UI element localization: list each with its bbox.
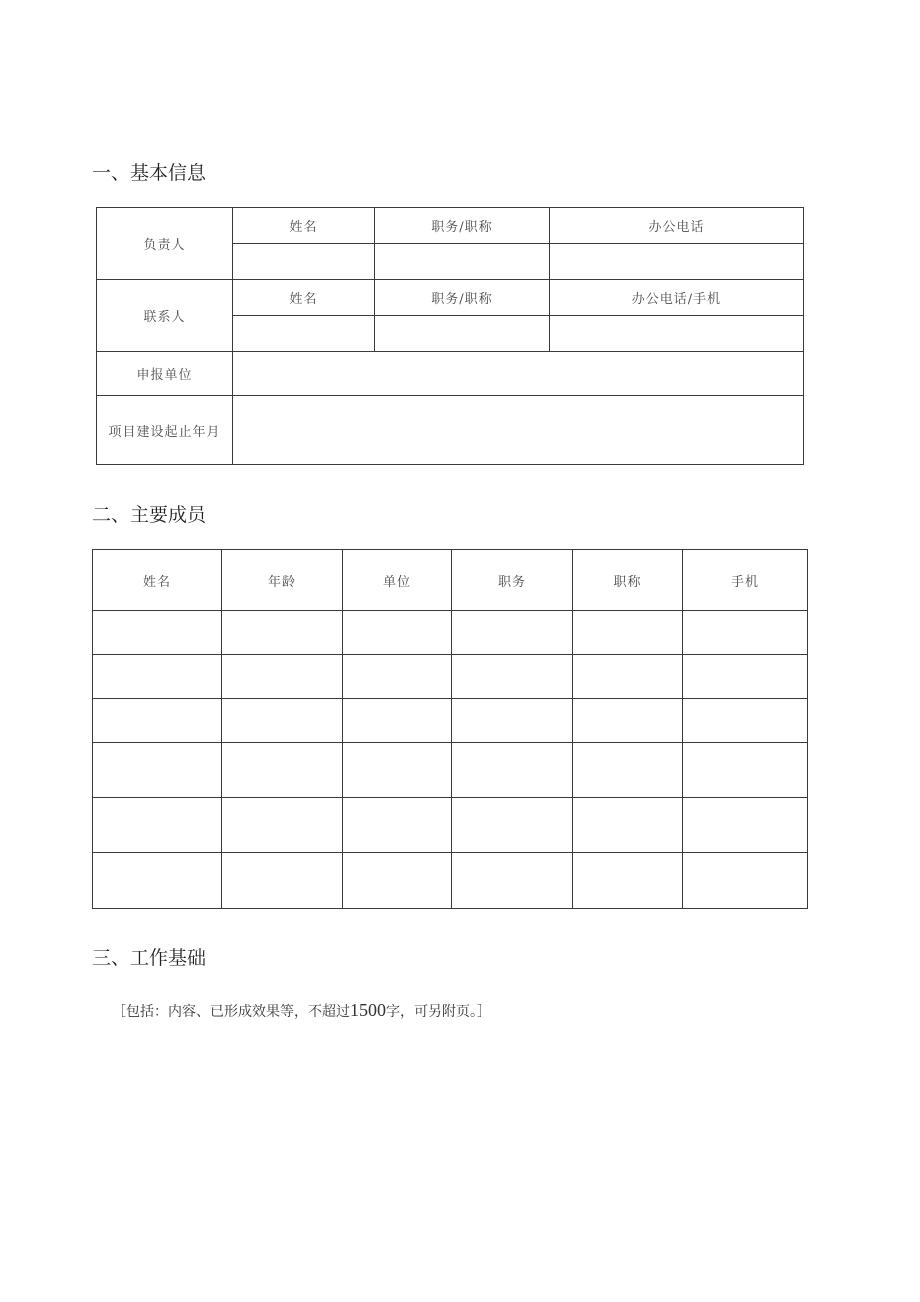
contact-label: 联系人 xyxy=(97,280,233,352)
member-cell[interactable] xyxy=(222,699,343,743)
leader-name-header: 姓名 xyxy=(233,208,375,244)
leader-phone-cell[interactable] xyxy=(550,244,804,280)
member-cell[interactable] xyxy=(222,798,343,853)
leader-title-cell[interactable] xyxy=(375,244,550,280)
member-cell[interactable] xyxy=(222,655,343,699)
leader-label: 负责人 xyxy=(97,208,233,280)
member-cell[interactable] xyxy=(93,699,222,743)
members-row xyxy=(93,611,808,655)
contact-name-cell[interactable] xyxy=(233,316,375,352)
member-cell[interactable] xyxy=(573,743,683,798)
member-cell[interactable] xyxy=(683,611,808,655)
member-cell[interactable] xyxy=(343,853,452,909)
contact-title-header: 职务/职称 xyxy=(375,280,550,316)
period-value-cell[interactable] xyxy=(233,396,804,465)
member-cell[interactable] xyxy=(343,798,452,853)
members-header-title: 职称 xyxy=(573,550,683,611)
member-cell[interactable] xyxy=(452,743,573,798)
member-cell[interactable] xyxy=(93,853,222,909)
members-row xyxy=(93,798,808,853)
member-cell[interactable] xyxy=(683,743,808,798)
member-cell[interactable] xyxy=(343,699,452,743)
members-row xyxy=(93,853,808,909)
member-cell[interactable] xyxy=(222,743,343,798)
members-header-mobile: 手机 xyxy=(683,550,808,611)
members-header-name: 姓名 xyxy=(93,550,222,611)
contact-title-cell[interactable] xyxy=(375,316,550,352)
members-header-unit: 单位 xyxy=(343,550,452,611)
section-title-work-foundation: 三、工作基础 xyxy=(92,947,207,969)
leader-name-cell[interactable] xyxy=(233,244,375,280)
contact-phone-cell[interactable] xyxy=(550,316,804,352)
note-prefix: ［包括：内容、已形成效果等，不超过 xyxy=(112,1004,350,1020)
member-cell[interactable] xyxy=(452,798,573,853)
member-cell[interactable] xyxy=(222,611,343,655)
member-cell[interactable] xyxy=(573,655,683,699)
member-cell[interactable] xyxy=(93,798,222,853)
members-row xyxy=(93,655,808,699)
member-cell[interactable] xyxy=(683,655,808,699)
section-title-basic-info: 一、基本信息 xyxy=(92,162,207,184)
member-cell[interactable] xyxy=(452,853,573,909)
member-cell[interactable] xyxy=(573,611,683,655)
members-header-position: 职务 xyxy=(452,550,573,611)
member-cell[interactable] xyxy=(93,611,222,655)
member-cell[interactable] xyxy=(683,798,808,853)
member-cell[interactable] xyxy=(343,743,452,798)
leader-title-header: 职务/职称 xyxy=(375,208,550,244)
member-cell[interactable] xyxy=(343,655,452,699)
member-cell[interactable] xyxy=(683,699,808,743)
members-header-age: 年龄 xyxy=(222,550,343,611)
member-cell[interactable] xyxy=(573,699,683,743)
leader-phone-header: 办公电话 xyxy=(550,208,804,244)
member-cell[interactable] xyxy=(573,798,683,853)
member-cell[interactable] xyxy=(343,611,452,655)
members-table xyxy=(92,549,808,909)
member-cell[interactable] xyxy=(93,743,222,798)
note-word-limit: 1500 xyxy=(350,1000,386,1020)
member-cell[interactable] xyxy=(452,699,573,743)
section-title-members: 二、主要成员 xyxy=(92,504,207,526)
member-cell[interactable] xyxy=(222,853,343,909)
contact-phone-header: 办公电话/手机 xyxy=(550,280,804,316)
member-cell[interactable] xyxy=(93,655,222,699)
members-row xyxy=(93,743,808,798)
unit-label: 申报单位 xyxy=(97,352,233,396)
members-row xyxy=(93,699,808,743)
period-label: 项目建设起止年月 xyxy=(97,396,233,465)
note-suffix: 字，可另附页。］ xyxy=(386,1004,491,1020)
member-cell[interactable] xyxy=(683,853,808,909)
contact-name-header: 姓名 xyxy=(233,280,375,316)
work-foundation-instructions xyxy=(112,1000,491,1021)
member-cell[interactable] xyxy=(573,853,683,909)
basic-info-table xyxy=(96,207,804,465)
member-cell[interactable] xyxy=(452,655,573,699)
member-cell[interactable] xyxy=(452,611,573,655)
unit-value-cell[interactable] xyxy=(233,352,804,396)
